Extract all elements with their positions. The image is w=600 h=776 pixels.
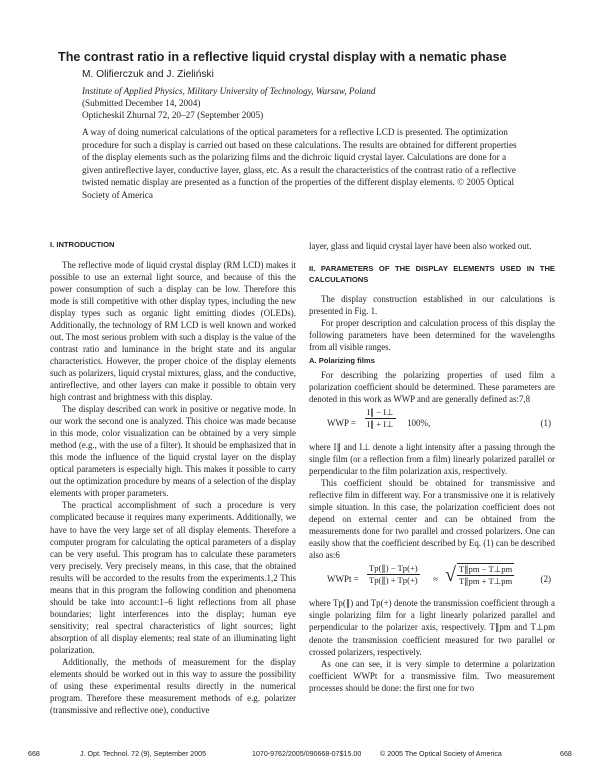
paragraph: As one can see, it is very simple to determine a polarization coefficient WWPt for a transmissive film. Two measurement processes should be done: the first one for two — [309, 658, 555, 693]
paragraph: layer, glass and liquid crystal layer have been also worked out. — [309, 241, 532, 251]
subsection-heading-polarizing-films: A. Polarizing films — [309, 356, 375, 366]
equation-number: (2) — [540, 574, 551, 585]
equation-lhs: WWPt = — [327, 574, 359, 585]
approx-sign: ≈ — [433, 574, 438, 585]
section-heading-introduction: I. INTRODUCTION — [50, 240, 115, 249]
right-column — [309, 240, 555, 694]
article-title: The contrast ratio in a reflective liquid crystal display with a nematic phase — [58, 50, 507, 64]
article-code: 1070-9762/2005/090668-07$15.00 — [252, 750, 362, 758]
affiliation: Institute of Applied Physics, Military University of Technology, Warsaw, Poland — [82, 86, 376, 96]
equation-fraction — [365, 407, 396, 430]
equation-lhs: WWP = — [327, 417, 356, 428]
sqrt-sign: √ — [445, 564, 456, 587]
journal-citation: J. Opt. Technol. 72 (9), September 2005 — [80, 750, 207, 758]
paragraph: For describing the polarizing properties of used film a polarization coefficient should be determined. These parameters are denoted in this work as WWP and are generally defined as:7,8 — [309, 369, 555, 404]
equation-fraction-2 — [457, 563, 514, 587]
paragraph: The reflective mode of liquid crystal display (RM LCD) makes it possible to use an external light source, and because of this the power consumption of such a display can be low. Therefore this mode is still competitive with other display types, including the new display types such as organic light emitting diodes (OLEDs). Additionally, the technology of RM LCD is well known and worked out. The most serious problem with such a display is the value of the contrast ratio and luminance in the bright state and its angular characteristics. However, the proper choice of the display elements such as polarizers, liquid crystal mixtures, glass, and the conductive, antireflective, and other layers can make it possible to obtain very high contrast and brightness with this display. — [50, 259, 296, 403]
denominator: Tp(∥) + Tp(+) — [369, 575, 418, 586]
numerator: Tp(∥) − Tp(+) — [369, 563, 418, 574]
paragraph: The display described can work in positive or negative mode. In our work the second one is analyzed. This choice was made because in this mode, color visualization can be obtained by a very simple method (e.g., with the use of a filter). It should be emphasized that in this mode the influence of the liquid crystal layer on the display optical parameters is especially high. This makes it possible to carry out the optimization procedure by means of a selection of the display elements with proper parameters. — [50, 404, 296, 499]
copyright-notice: © 2005 The Optical Society of America — [380, 750, 502, 758]
paragraph: Additionally, the methods of measurement for the display elements should be worked out in this way to assure the possibility of using these experimental results directly in the numerical program. Therefore these measurement methods of e.g. polarizer (transmissive and reflective one), conductive — [50, 657, 296, 716]
paragraph: This coefficient should be obtained for transmissive and reflective film in different way. For a transmissive one it is relatively simple situation. In this case, the polarization coefficient does not depend on external center and can be obtained from the measurements done for two parallel and crossed polarizers. One can easily show that the coefficient described by Eq. (1) can be described also as:6 — [309, 478, 555, 561]
paragraph: where Tp(∥) and Tp(+) denote the transmission coefficient through a single polarizing film for a light linearly polarized parallel and perpendicular to the polarizer axis, respectively. T∥pm and T⊥pm denote the transmission coefficient measured for two parallel or crossed polarizers, respectively. — [309, 598, 555, 657]
abstract: A way of doing numerical calculations of the optical parameters for a reflective LCD is presented. The optimization procedure for such a display is carried out based on these calculations. The results are obtained for different properties of the display elements such as the polarizing films and the dichroic liquid crystal layer. Calculations are done for a given antireflective layer, conductive layer, glass, etc. As a result the characteristics of the contrast ratio of a reflective twisted nematic display are presented as a function of the properties of the different display elements. © 2005 Optical Society of America — [82, 127, 517, 200]
page-number-left: 668 — [28, 750, 40, 758]
numerator: T∥pm − T⊥pm — [459, 564, 513, 575]
section-heading-parameters: II. PARAMETERS OF THE DISPLAY ELEMENTS USED IN THE CALCULATIONS — [309, 264, 555, 284]
denominator: I∥ + I⊥ — [367, 418, 394, 429]
numerator: I∥ − I⊥ — [367, 406, 394, 417]
equation-number: (1) — [540, 417, 551, 428]
authors: M. Olifierczuk and J. Zieliński — [82, 69, 214, 80]
paragraph: For proper description and calculation process of this display the following parameters have been determined for the wavelengths from all visible ranges. — [309, 318, 555, 353]
journal-reference: Opticheskiĭ Zhurnal 72, 20–27 (September 2005) — [82, 110, 264, 120]
left-column — [50, 240, 296, 716]
equation-1 — [309, 407, 555, 439]
submission-date: (Submitted December 14, 2004) — [82, 98, 201, 108]
denominator: T∥pm + T⊥pm — [459, 576, 513, 587]
page-number-right: 668 — [560, 750, 572, 758]
paragraph: where I∥ and I⊥ denote a light intensity after a passing through the single film (or a reflection from a film) linearly polarized parallel or perpendicular to the film polarization axis, respectively. — [309, 441, 555, 477]
equation-fraction — [367, 563, 420, 586]
paragraph: The practical accomplishment of such a procedure is very complicated because it requires many experiments. Additionally, we have to have the very large set of all display elements. Therefore a computer program for calculating the optical parameters of a display can be very useful. This program has to calculate these parameters very precisely. Very precisely means, in this case, that the obtained results will be accorded to the results from the experiments.1,2 This means that in this program the following condition and phenomena should be take into account:1–6 light reflections from all phase boundaries; light interferences into the display; human eye sensitivity; real spectral characteristics of light sources; light absorption of all display elements; real state of an illuminating light polarization. — [50, 500, 296, 655]
paragraph: The display construction established in our calculations is presented in Fig. 1. — [309, 294, 555, 317]
equation-2 — [309, 563, 555, 595]
equation-tail: 100%, — [407, 417, 431, 428]
